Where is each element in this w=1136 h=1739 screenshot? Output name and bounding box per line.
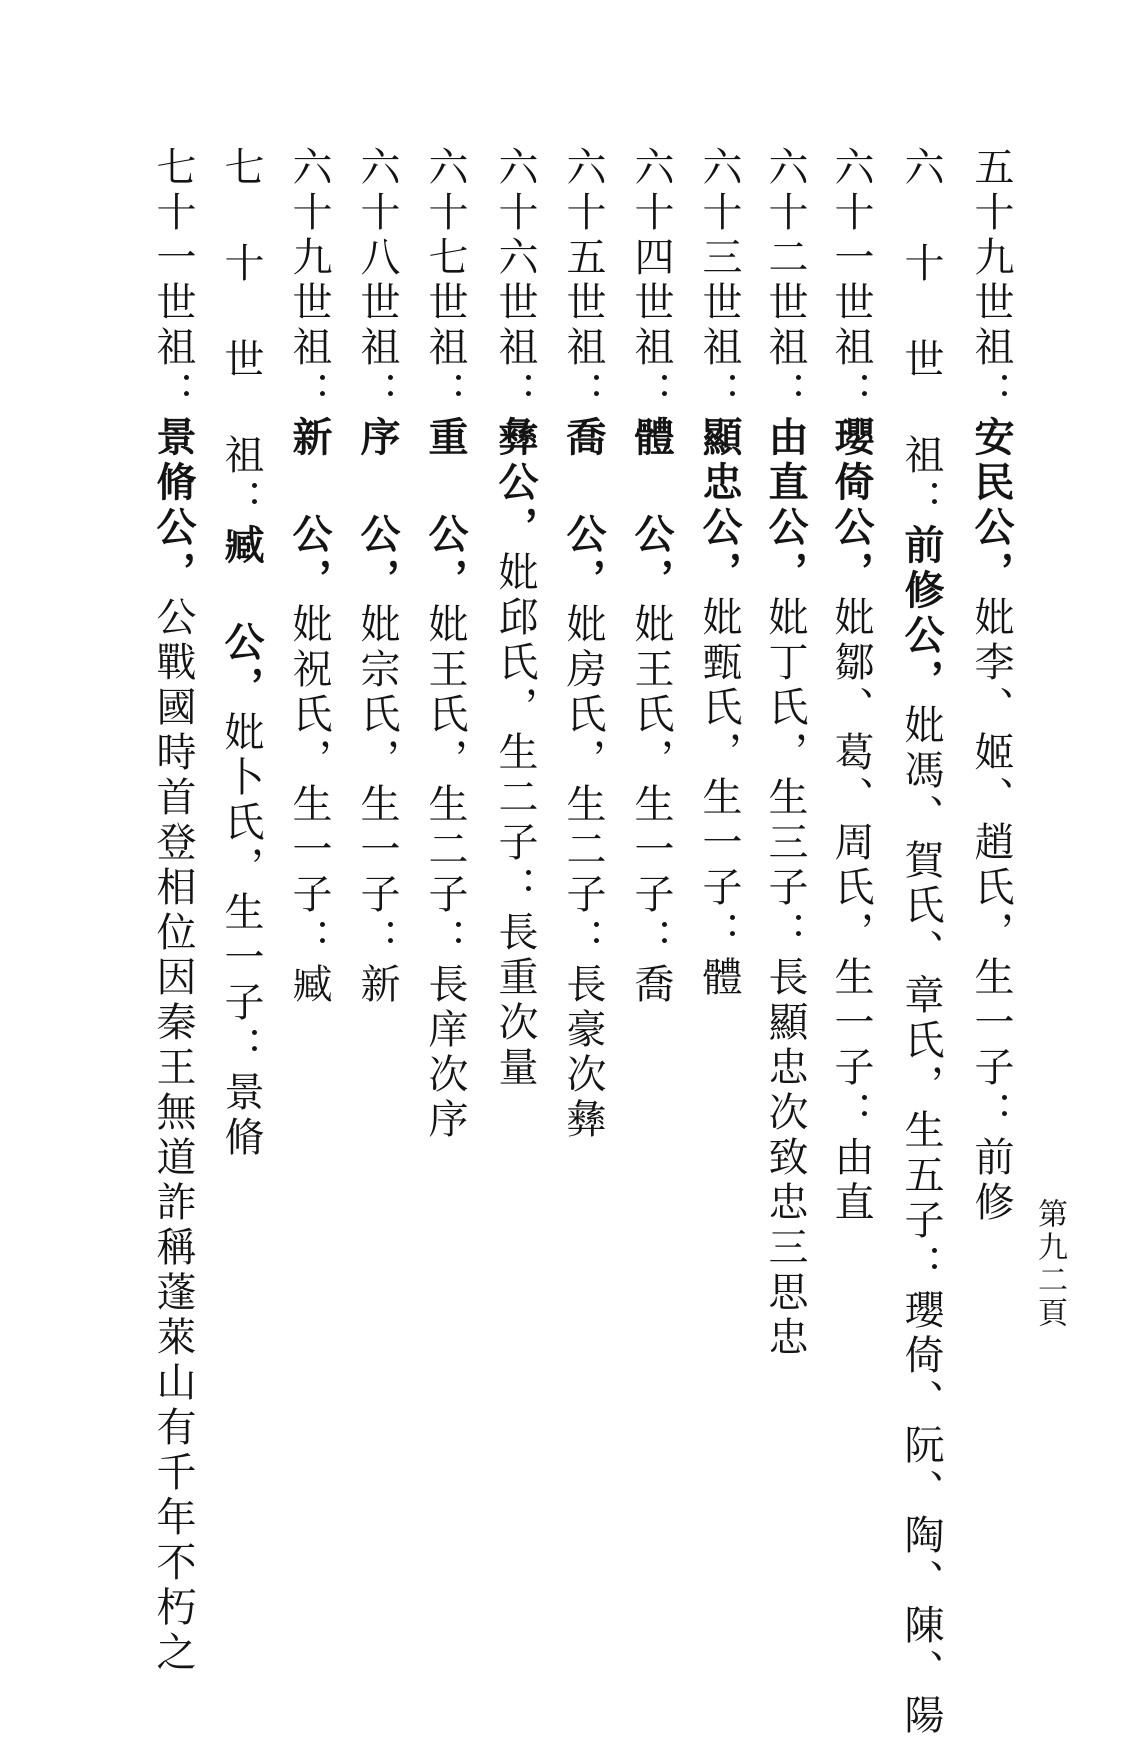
entry-details: 妣馮、賀氏、章氏，生五子：瓔倚、阮、陶、陳、陽 xyxy=(898,704,944,1739)
genealogy-entry-69 xyxy=(280,146,338,1586)
page-number: 第九二頁 xyxy=(1032,1198,1067,1330)
generation-label: 六十七世祖： xyxy=(422,146,468,416)
genealogy-entry-68 xyxy=(348,146,406,1586)
genealogy-entry-60 xyxy=(892,146,950,1739)
generation-label: 六十三世祖： xyxy=(696,146,742,416)
ancestor-name: 新 公， xyxy=(286,416,333,603)
genealogy-entry-71 xyxy=(144,146,202,1676)
ancestor-name: 前修公， xyxy=(898,524,945,704)
generation-label: 六十九世祖： xyxy=(286,146,332,416)
generation-label: 六十五世祖： xyxy=(560,146,606,416)
genealogy-entry-64 xyxy=(622,146,680,1586)
ancestor-name: 重 公， xyxy=(422,416,469,603)
genealogy-entry-59 xyxy=(962,146,1020,1586)
ancestor-name: 顯忠公， xyxy=(696,416,743,596)
entry-details: 妣王氏，生一子：喬 xyxy=(628,603,674,1008)
entry-details: 妣李、姬、趙氏，生一子：前修 xyxy=(968,596,1014,1226)
genealogy-entry-70 xyxy=(212,146,270,1586)
genealogy-entry-67 xyxy=(416,146,474,1586)
generation-label: 七十一世祖： xyxy=(150,146,196,416)
generation-label: 六十四世祖： xyxy=(628,146,674,416)
generation-label: 六十六世祖： xyxy=(492,146,538,416)
entry-details: 妣祝氏，生一子：臧 xyxy=(286,603,332,1008)
ancestor-name: 臧 公， xyxy=(218,524,265,711)
genealogy-entry-61 xyxy=(822,146,880,1586)
entry-details: 公戰國時首登相位因秦王無道詐稱蓬萊山有千年不朽之 xyxy=(150,596,196,1676)
entry-details: 妣甄氏，生一子：體 xyxy=(696,596,742,1001)
ancestor-name: 景脩公， xyxy=(150,416,197,596)
entry-details: 妣卜氏，生一子：景脩 xyxy=(218,711,264,1161)
entry-details: 妣房氏，生二子：長豪次彝 xyxy=(560,603,606,1143)
generation-label: 六 十 世 祖： xyxy=(898,146,944,524)
genealogy-entry-62 xyxy=(756,146,814,1586)
generation-label: 六十一世祖： xyxy=(828,146,874,416)
ancestor-name: 由直公， xyxy=(762,416,809,596)
generation-label: 六十二世祖： xyxy=(762,146,808,416)
entry-details: 妣王氏，生二子：長庠次序 xyxy=(422,603,468,1143)
ancestor-name: 序 公， xyxy=(354,416,401,603)
generation-label: 六十八世祖： xyxy=(354,146,400,416)
ancestor-name: 體 公， xyxy=(628,416,675,603)
ancestor-name: 瓔倚公， xyxy=(828,416,875,596)
entry-details: 妣丁氏，生三子：長顯忠次致忠三思忠 xyxy=(762,596,808,1361)
generation-label: 五十九世祖： xyxy=(968,146,1014,416)
genealogy-entry-63 xyxy=(690,146,748,1586)
entry-details: 妣宗氏，生一子：新 xyxy=(354,603,400,1008)
generation-label: 七 十 世 祖： xyxy=(218,146,264,524)
entry-details: 妣鄒、葛、周氏，生一子：由直 xyxy=(828,596,874,1226)
ancestor-name: 彝公， xyxy=(492,416,539,551)
genealogy-entry-65 xyxy=(554,146,612,1586)
genealogy-entry-66 xyxy=(486,146,544,1586)
ancestor-name: 喬 公， xyxy=(560,416,607,603)
entry-details: 妣邱氏，生二子：長重次量 xyxy=(492,551,538,1091)
ancestor-name: 安民公， xyxy=(968,416,1015,596)
